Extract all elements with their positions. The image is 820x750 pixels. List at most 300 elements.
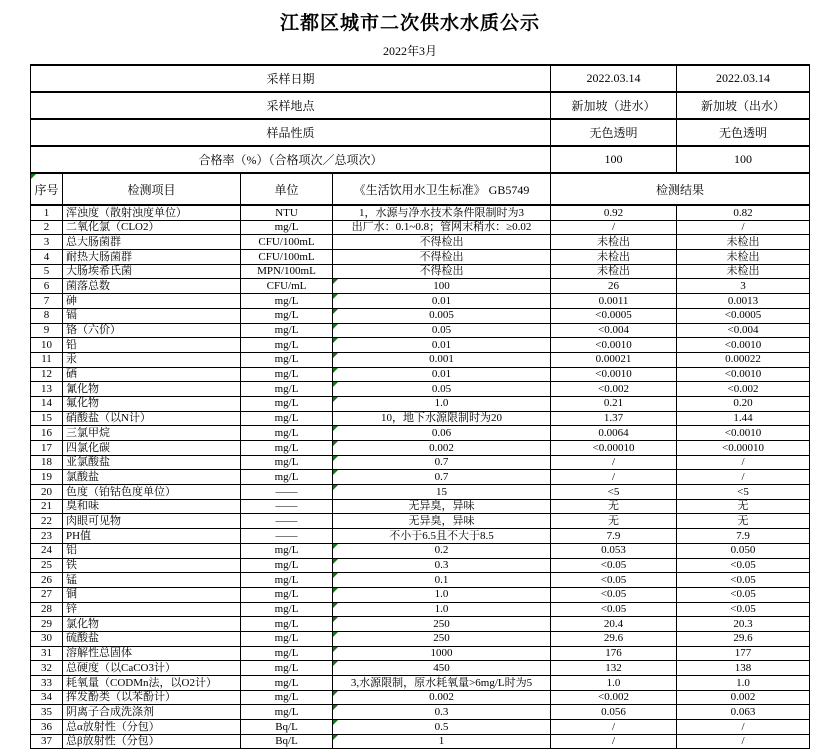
standard-cell bbox=[333, 499, 551, 514]
standard-cell bbox=[333, 705, 551, 720]
table-row bbox=[31, 499, 810, 514]
table-row bbox=[31, 529, 810, 544]
standard-cell bbox=[333, 646, 551, 661]
column-header-no-label: 序号 bbox=[34, 182, 59, 197]
table-row bbox=[31, 323, 810, 338]
table-row bbox=[31, 250, 810, 265]
table-row bbox=[31, 558, 810, 573]
unit-cell: mg/L bbox=[241, 220, 333, 235]
unit-cell: CFU/mL bbox=[241, 279, 333, 294]
table-row bbox=[31, 367, 810, 382]
excel-error-indicator-icon bbox=[333, 368, 338, 373]
standard-value: 无异臭，异味 bbox=[408, 514, 475, 527]
result-inlet-cell: 26 bbox=[551, 279, 677, 294]
result-outlet-cell: 未检出 bbox=[677, 250, 810, 265]
info-value-inlet-cell: 2022.03.14 bbox=[551, 65, 677, 92]
result-outlet-cell: 0.0013 bbox=[677, 294, 810, 309]
row-number-cell: 16 bbox=[31, 426, 63, 441]
result-outlet-cell: 3 bbox=[677, 279, 810, 294]
info-value-outlet-cell: 100 bbox=[677, 146, 810, 173]
result-inlet-cell: / bbox=[551, 220, 677, 235]
result-inlet-cell: <0.004 bbox=[551, 323, 677, 338]
row-number-cell: 4 bbox=[31, 250, 63, 265]
standard-value: 250 bbox=[433, 632, 450, 645]
report-month: 2022年3月 bbox=[382, 44, 437, 58]
row-number-cell: 10 bbox=[31, 338, 63, 353]
result-inlet-cell: / bbox=[551, 455, 677, 470]
result-outlet-cell: 1.0 bbox=[677, 676, 810, 691]
result-inlet-cell: 0.056 bbox=[551, 705, 677, 720]
item-cell: 亚氯酸盐 bbox=[63, 455, 241, 470]
item-cell: 浑浊度（散射浊度单位） bbox=[63, 205, 241, 220]
unit-cell: Bq/L bbox=[241, 734, 333, 749]
row-number-cell: 18 bbox=[31, 455, 63, 470]
row-number-cell: 8 bbox=[31, 308, 63, 323]
item-cell: 总大肠菌群 bbox=[63, 235, 241, 250]
row-number-cell: 24 bbox=[31, 543, 63, 558]
row-number-cell: 1 bbox=[31, 205, 63, 220]
result-inlet-cell: 0.0064 bbox=[551, 426, 677, 441]
result-outlet-cell: 1.44 bbox=[677, 411, 810, 426]
column-header-unit: 单位 bbox=[241, 173, 333, 205]
table-row bbox=[31, 631, 810, 646]
unit-cell: mg/L bbox=[241, 617, 333, 632]
item-cell: PH值 bbox=[63, 529, 241, 544]
info-label-cell: 样品性质 bbox=[31, 119, 551, 146]
excel-error-indicator-icon bbox=[333, 588, 338, 593]
excel-error-indicator-icon bbox=[333, 573, 338, 578]
standard-cell bbox=[333, 352, 551, 367]
excel-error-indicator-icon bbox=[333, 397, 338, 402]
table-row bbox=[31, 690, 810, 705]
row-number-cell: 11 bbox=[31, 352, 63, 367]
unit-cell: Bq/L bbox=[241, 720, 333, 735]
row-number-cell: 34 bbox=[31, 690, 63, 705]
standard-value: 1.0 bbox=[434, 588, 449, 601]
standard-value: 0.005 bbox=[429, 309, 454, 322]
result-inlet-cell: 未检出 bbox=[551, 235, 677, 250]
result-outlet-cell: / bbox=[677, 455, 810, 470]
water-quality-table bbox=[30, 64, 810, 749]
item-cell: 耐热大肠菌群 bbox=[63, 250, 241, 265]
standard-value: 1.0 bbox=[434, 603, 449, 616]
result-outlet-cell: <5 bbox=[677, 485, 810, 500]
unit-cell: NTU bbox=[241, 205, 333, 220]
standard-cell bbox=[333, 250, 551, 265]
result-inlet-cell: 0.00021 bbox=[551, 352, 677, 367]
item-cell: 铬（六价） bbox=[63, 323, 241, 338]
item-cell: 四氯化碳 bbox=[63, 441, 241, 456]
table-row bbox=[31, 676, 810, 691]
table-row bbox=[31, 720, 810, 735]
table-row bbox=[31, 235, 810, 250]
result-inlet-cell: <0.00010 bbox=[551, 441, 677, 456]
item-cell: 总硬度（以CaCO3计） bbox=[63, 661, 241, 676]
standard-value: 3,水源限制，原水耗氧量>6mg/L时为5 bbox=[350, 676, 533, 689]
row-number-cell: 28 bbox=[31, 602, 63, 617]
unit-cell: MPN/100mL bbox=[241, 264, 333, 279]
row-number-cell: 21 bbox=[31, 499, 63, 514]
column-header-result: 检测结果 bbox=[551, 173, 810, 205]
row-number-cell: 37 bbox=[31, 734, 63, 749]
result-inlet-cell: 1.37 bbox=[551, 411, 677, 426]
result-inlet-cell: 0.92 bbox=[551, 205, 677, 220]
result-outlet-cell: <0.0010 bbox=[677, 338, 810, 353]
unit-cell: mg/L bbox=[241, 646, 333, 661]
item-cell: 氟化物 bbox=[63, 396, 241, 411]
result-outlet-cell: <0.05 bbox=[677, 558, 810, 573]
info-value-outlet-cell: 新加坡（出水） bbox=[677, 92, 810, 119]
item-cell: 阴离子合成洗涤剂 bbox=[63, 705, 241, 720]
row-number-cell: 3 bbox=[31, 235, 63, 250]
result-outlet-cell: / bbox=[677, 220, 810, 235]
unit-cell: mg/L bbox=[241, 396, 333, 411]
row-number-cell: 36 bbox=[31, 720, 63, 735]
unit-cell: mg/L bbox=[241, 308, 333, 323]
row-number-cell: 12 bbox=[31, 367, 63, 382]
unit-cell: CFU/100mL bbox=[241, 235, 333, 250]
excel-error-indicator-icon bbox=[333, 705, 338, 710]
standard-cell bbox=[333, 514, 551, 529]
unit-cell: mg/L bbox=[241, 441, 333, 456]
standard-value: 0.01 bbox=[431, 368, 452, 381]
result-outlet-cell: 未检出 bbox=[677, 264, 810, 279]
standard-value: 0.7 bbox=[434, 470, 449, 483]
excel-error-indicator-icon bbox=[333, 382, 338, 387]
result-inlet-cell: 176 bbox=[551, 646, 677, 661]
item-cell: 铜 bbox=[63, 587, 241, 602]
standard-value: 250 bbox=[433, 617, 450, 630]
standard-value: 出厂水：0.1~0.8；管网末稍水：≥0.02 bbox=[351, 221, 532, 234]
excel-error-indicator-icon bbox=[333, 279, 338, 284]
unit-cell: —— bbox=[241, 514, 333, 529]
result-outlet-cell: <0.05 bbox=[677, 602, 810, 617]
unit-cell: mg/L bbox=[241, 470, 333, 485]
result-inlet-cell: 132 bbox=[551, 661, 677, 676]
standard-cell bbox=[333, 396, 551, 411]
standard-cell bbox=[333, 631, 551, 646]
column-header-standard: 《生活饮用水卫生标准》 GB5749 bbox=[333, 173, 551, 205]
item-cell: 铁 bbox=[63, 558, 241, 573]
info-value-inlet-cell: 无色透明 bbox=[551, 119, 677, 146]
info-value-outlet-cell: 无色透明 bbox=[677, 119, 810, 146]
table-row bbox=[31, 455, 810, 470]
excel-error-indicator-icon bbox=[333, 294, 338, 299]
result-outlet-cell: 0.20 bbox=[677, 396, 810, 411]
row-number-cell: 29 bbox=[31, 617, 63, 632]
result-inlet-cell: / bbox=[551, 470, 677, 485]
result-outlet-cell: <0.00010 bbox=[677, 441, 810, 456]
table-row bbox=[31, 734, 810, 749]
standard-cell bbox=[333, 294, 551, 309]
unit-cell: mg/L bbox=[241, 543, 333, 558]
item-cell: 溶解性总固体 bbox=[63, 646, 241, 661]
excel-error-indicator-icon bbox=[333, 426, 338, 431]
info-value-outlet-cell: 2022.03.14 bbox=[677, 65, 810, 92]
standard-value: 不小于6.5且不大于8.5 bbox=[389, 529, 494, 542]
standard-cell bbox=[333, 441, 551, 456]
excel-error-indicator-icon bbox=[333, 735, 338, 740]
result-inlet-cell: <0.002 bbox=[551, 382, 677, 397]
table-row bbox=[31, 308, 810, 323]
result-inlet-cell: 1.0 bbox=[551, 676, 677, 691]
standard-value: 无异臭，异味 bbox=[408, 500, 475, 513]
standard-cell bbox=[333, 279, 551, 294]
standard-cell bbox=[333, 323, 551, 338]
table-row bbox=[31, 646, 810, 661]
unit-cell: mg/L bbox=[241, 661, 333, 676]
standard-value: 0.3 bbox=[434, 705, 449, 718]
table-row bbox=[31, 617, 810, 632]
standard-cell bbox=[333, 734, 551, 749]
standard-cell bbox=[333, 617, 551, 632]
result-inlet-cell: 未检出 bbox=[551, 250, 677, 265]
result-outlet-cell: 20.3 bbox=[677, 617, 810, 632]
excel-error-indicator-icon bbox=[333, 603, 338, 608]
standard-cell bbox=[333, 690, 551, 705]
item-cell: 硒 bbox=[63, 367, 241, 382]
result-outlet-cell: <0.0010 bbox=[677, 367, 810, 382]
standard-cell bbox=[333, 470, 551, 485]
item-cell: 二氧化氯（CLO2） bbox=[63, 220, 241, 235]
standard-cell bbox=[333, 676, 551, 691]
table-row bbox=[31, 352, 810, 367]
unit-cell: mg/L bbox=[241, 411, 333, 426]
result-outlet-cell: <0.002 bbox=[677, 382, 810, 397]
row-number-cell: 17 bbox=[31, 441, 63, 456]
item-cell: 三氯甲烷 bbox=[63, 426, 241, 441]
result-inlet-cell: 20.4 bbox=[551, 617, 677, 632]
item-cell: 硫酸盐 bbox=[63, 631, 241, 646]
excel-error-indicator-icon bbox=[333, 647, 338, 652]
result-outlet-cell: / bbox=[677, 470, 810, 485]
item-cell: 汞 bbox=[63, 352, 241, 367]
item-cell: 镉 bbox=[63, 308, 241, 323]
standard-value: 不得检出 bbox=[419, 235, 464, 248]
row-number-cell: 19 bbox=[31, 470, 63, 485]
result-outlet-cell: <0.004 bbox=[677, 323, 810, 338]
excel-error-indicator-icon bbox=[333, 338, 338, 343]
unit-cell: mg/L bbox=[241, 676, 333, 691]
result-inlet-cell: <0.002 bbox=[551, 690, 677, 705]
unit-cell: mg/L bbox=[241, 587, 333, 602]
excel-error-indicator-icon bbox=[333, 617, 338, 622]
result-inlet-cell: <0.05 bbox=[551, 587, 677, 602]
item-cell: 菌落总数 bbox=[63, 279, 241, 294]
standard-value: 不得检出 bbox=[419, 265, 464, 278]
standard-value: 0.05 bbox=[431, 382, 452, 395]
excel-error-indicator-icon bbox=[333, 661, 338, 666]
row-number-cell: 33 bbox=[31, 676, 63, 691]
standard-value: 0.01 bbox=[431, 294, 452, 307]
unit-cell: mg/L bbox=[241, 455, 333, 470]
standard-cell bbox=[333, 485, 551, 500]
unit-cell: —— bbox=[241, 529, 333, 544]
unit-cell: mg/L bbox=[241, 705, 333, 720]
result-outlet-cell: 138 bbox=[677, 661, 810, 676]
info-label-cell: 采样地点 bbox=[31, 92, 551, 119]
result-outlet-cell: 未检出 bbox=[677, 235, 810, 250]
standard-value: 0.002 bbox=[429, 691, 454, 704]
row-number-cell: 13 bbox=[31, 382, 63, 397]
result-inlet-cell: 7.9 bbox=[551, 529, 677, 544]
standard-cell bbox=[333, 455, 551, 470]
item-cell: 硝酸盐（以N计） bbox=[63, 411, 241, 426]
item-cell: 色度（铂钴色度单位） bbox=[63, 485, 241, 500]
info-row bbox=[31, 92, 810, 119]
item-cell: 总α放射性（分包） bbox=[63, 720, 241, 735]
unit-cell: mg/L bbox=[241, 294, 333, 309]
item-cell: 锌 bbox=[63, 602, 241, 617]
item-cell: 砷 bbox=[63, 294, 241, 309]
table-row bbox=[31, 573, 810, 588]
row-number-cell: 6 bbox=[31, 279, 63, 294]
info-value-inlet-cell: 100 bbox=[551, 146, 677, 173]
column-header-row bbox=[31, 173, 810, 205]
info-label-cell: 合格率（%）（合格项次／总项次） bbox=[31, 146, 551, 173]
info-row bbox=[31, 119, 810, 146]
page-title: 江都区城市二次供水水质公示 bbox=[279, 13, 540, 34]
standard-cell bbox=[333, 720, 551, 735]
unit-cell: mg/L bbox=[241, 558, 333, 573]
row-number-cell: 5 bbox=[31, 264, 63, 279]
table-row bbox=[31, 470, 810, 485]
row-number-cell: 23 bbox=[31, 529, 63, 544]
result-outlet-cell: 0.050 bbox=[677, 543, 810, 558]
row-number-cell: 31 bbox=[31, 646, 63, 661]
standard-value: 0.06 bbox=[431, 426, 452, 439]
result-outlet-cell: 无 bbox=[677, 514, 810, 529]
standard-value: 0.3 bbox=[434, 559, 449, 572]
table-row bbox=[31, 485, 810, 500]
result-inlet-cell: <0.05 bbox=[551, 573, 677, 588]
standard-value: 100 bbox=[433, 279, 450, 292]
result-inlet-cell: <0.0005 bbox=[551, 308, 677, 323]
unit-cell: mg/L bbox=[241, 690, 333, 705]
standard-value: 0.2 bbox=[434, 544, 449, 557]
unit-cell: —— bbox=[241, 485, 333, 500]
standard-cell bbox=[333, 205, 551, 220]
standard-cell bbox=[333, 264, 551, 279]
standard-cell bbox=[333, 558, 551, 573]
table-row bbox=[31, 205, 810, 220]
result-inlet-cell: 无 bbox=[551, 514, 677, 529]
row-number-cell: 26 bbox=[31, 573, 63, 588]
info-value-inlet-cell: 新加坡（进水） bbox=[551, 92, 677, 119]
excel-error-indicator-icon bbox=[333, 441, 338, 446]
table-row bbox=[31, 220, 810, 235]
unit-cell: mg/L bbox=[241, 573, 333, 588]
table-row bbox=[31, 661, 810, 676]
row-number-cell: 14 bbox=[31, 396, 63, 411]
result-outlet-cell: 0.00022 bbox=[677, 352, 810, 367]
unit-cell: mg/L bbox=[241, 631, 333, 646]
excel-error-indicator-icon bbox=[333, 720, 338, 725]
result-outlet-cell: 0.063 bbox=[677, 705, 810, 720]
standard-value: 0.002 bbox=[429, 441, 454, 454]
standard-cell bbox=[333, 573, 551, 588]
excel-error-indicator-icon bbox=[333, 559, 338, 564]
unit-cell: mg/L bbox=[241, 367, 333, 382]
table-row bbox=[31, 602, 810, 617]
unit-cell: mg/L bbox=[241, 426, 333, 441]
excel-error-indicator-icon bbox=[333, 324, 338, 329]
standard-cell bbox=[333, 529, 551, 544]
standard-value: 0.1 bbox=[434, 573, 449, 586]
item-cell: 耗氧量（CODMn法，以O2计） bbox=[63, 676, 241, 691]
item-cell: 肉眼可见物 bbox=[63, 514, 241, 529]
standard-value: 0.01 bbox=[431, 338, 452, 351]
table-row bbox=[31, 396, 810, 411]
result-outlet-cell: / bbox=[677, 720, 810, 735]
row-number-cell: 25 bbox=[31, 558, 63, 573]
row-number-cell: 35 bbox=[31, 705, 63, 720]
item-cell: 臭和味 bbox=[63, 499, 241, 514]
standard-cell bbox=[333, 235, 551, 250]
unit-cell: mg/L bbox=[241, 338, 333, 353]
result-inlet-cell: <0.05 bbox=[551, 602, 677, 617]
table-row bbox=[31, 587, 810, 602]
standard-value: 不得检出 bbox=[419, 250, 464, 263]
standard-cell bbox=[333, 308, 551, 323]
row-number-cell: 7 bbox=[31, 294, 63, 309]
excel-error-indicator-icon bbox=[333, 632, 338, 637]
standard-value: 1 bbox=[438, 735, 445, 748]
excel-error-indicator-icon bbox=[333, 691, 338, 696]
result-outlet-cell: <0.0010 bbox=[677, 426, 810, 441]
table-row bbox=[31, 382, 810, 397]
result-inlet-cell: <0.0010 bbox=[551, 338, 677, 353]
unit-cell: —— bbox=[241, 499, 333, 514]
result-outlet-cell: 7.9 bbox=[677, 529, 810, 544]
standard-value: 0.7 bbox=[434, 456, 449, 469]
result-inlet-cell: 0.21 bbox=[551, 396, 677, 411]
table-row bbox=[31, 514, 810, 529]
table-row bbox=[31, 264, 810, 279]
info-label-cell: 采样日期 bbox=[31, 65, 551, 92]
item-cell: 氰化物 bbox=[63, 382, 241, 397]
unit-cell: mg/L bbox=[241, 382, 333, 397]
standard-value: 0.5 bbox=[434, 720, 449, 733]
result-inlet-cell: <0.05 bbox=[551, 558, 677, 573]
row-number-cell: 15 bbox=[31, 411, 63, 426]
table-row bbox=[31, 279, 810, 294]
table-row bbox=[31, 426, 810, 441]
standard-cell bbox=[333, 602, 551, 617]
standard-value: 1.0 bbox=[434, 397, 449, 410]
result-inlet-cell: <5 bbox=[551, 485, 677, 500]
result-inlet-cell: / bbox=[551, 720, 677, 735]
result-outlet-cell: 0.002 bbox=[677, 690, 810, 705]
excel-error-indicator-icon bbox=[31, 174, 36, 179]
item-cell: 挥发酚类（以苯酚计） bbox=[63, 690, 241, 705]
table-row bbox=[31, 411, 810, 426]
table-row bbox=[31, 705, 810, 720]
standard-value: 10，地下水源限制时为20 bbox=[381, 412, 502, 425]
table-row bbox=[31, 338, 810, 353]
standard-cell bbox=[333, 661, 551, 676]
table-row bbox=[31, 441, 810, 456]
unit-cell: mg/L bbox=[241, 602, 333, 617]
result-outlet-cell: <0.05 bbox=[677, 587, 810, 602]
row-number-cell: 20 bbox=[31, 485, 63, 500]
row-number-cell: 22 bbox=[31, 514, 63, 529]
item-cell: 氯酸盐 bbox=[63, 470, 241, 485]
excel-error-indicator-icon bbox=[333, 470, 338, 475]
item-cell: 铝 bbox=[63, 543, 241, 558]
standard-cell bbox=[333, 411, 551, 426]
row-number-cell: 30 bbox=[31, 631, 63, 646]
